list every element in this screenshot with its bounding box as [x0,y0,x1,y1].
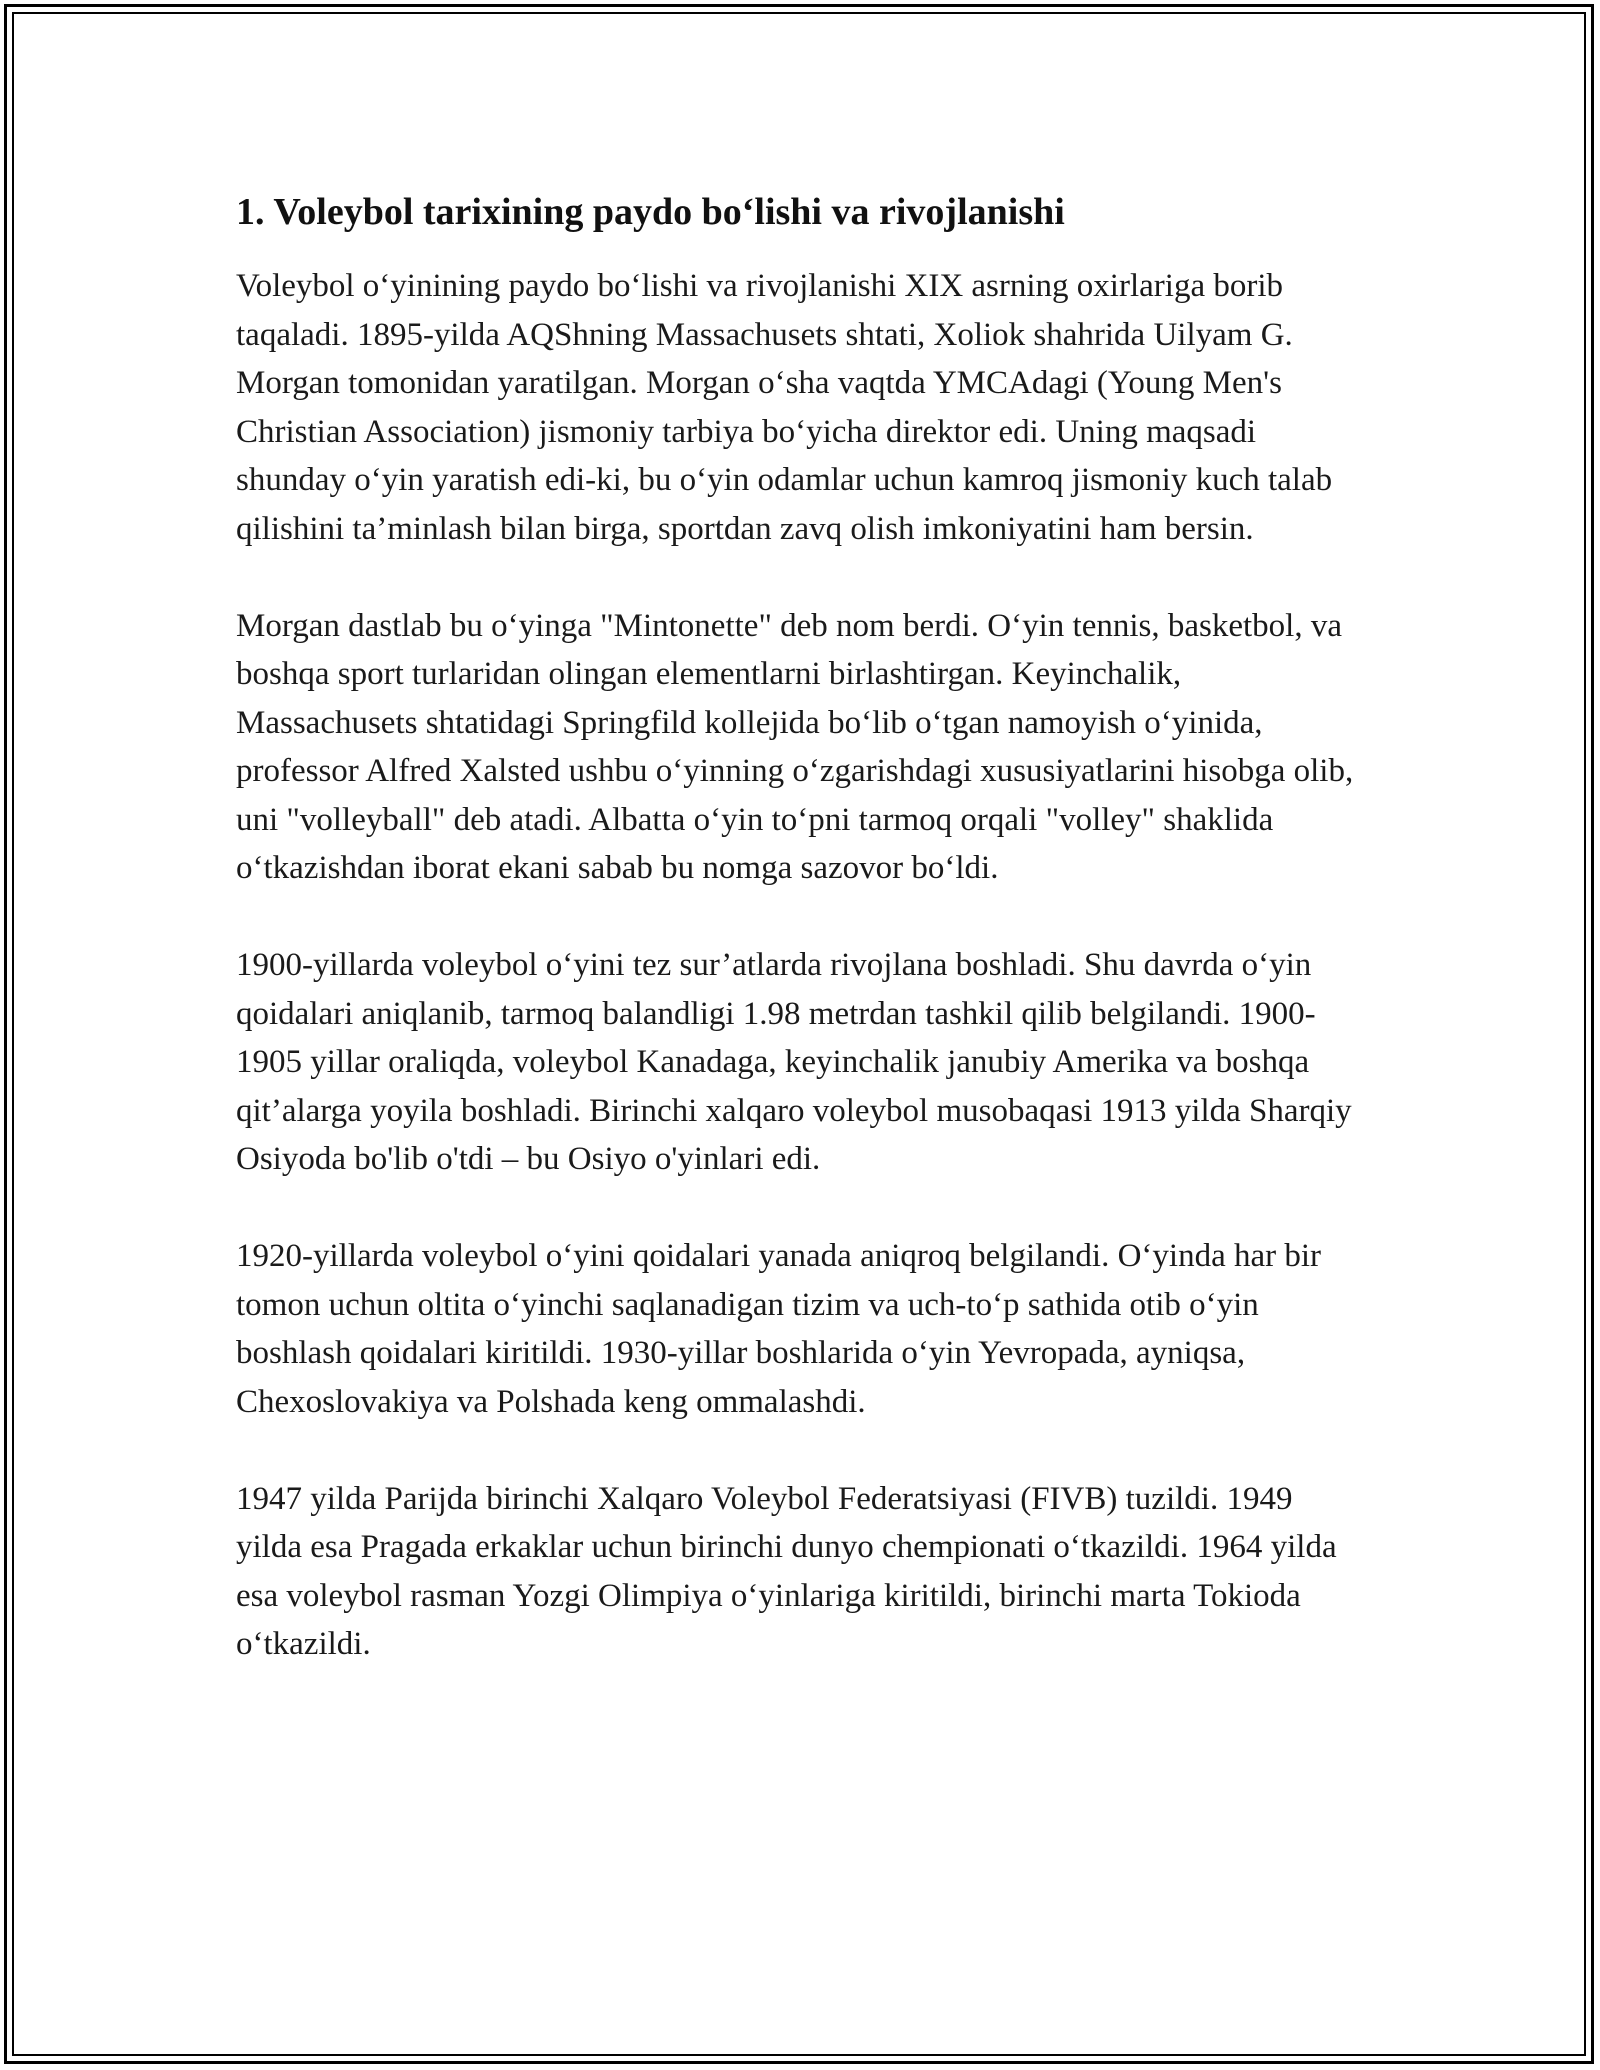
paragraph-fivb: 1947 yilda Parijda birinchi Xalqaro Voleybol Federatsiyasi (FIVB) tuzildi. 1949 yilda esa Pragada erkaklar uchun birinchi dunyo chempionati o‘tkazildi. 1964 yilda esa voleybol rasman Yozgi Olimpiya o‘yinlariga kiritildi, birinchi marta Tokioda o‘tkazildi. [236,1480,1337,1662]
paragraph-1900s: 1900-yillarda voleybol o‘yini tez sur’atlarda rivojlana boshladi. Shu davrda o‘yin qoidalari aniqlanib, tarmoq balandligi 1.98 metrdan tashkil qilib belgilandi. 1900-1905 yillar oraliqda, voleybol Kanadaga, keyinchalik janubiy Amerika va boshqa qit’alarga yoyila boshladi. Birinchi xalqaro voleybol musobaqasi 1913 yilda Sharqiy Osiyoda bo'lib o'tdi – bu Osiyo o'yinlari edi. [236,947,1352,1177]
paragraph-naming: Morgan dastlab bu o‘yinga "Mintonette" deb nom berdi. O‘yin tennis, basketbol, va boshqa sport turlaridan olingan elementlarni birlashtirgan. Keyinchalik, Massachusets shtatidagi Springfild kollejida bo‘lib o‘tgan namoyish o‘yinida, professor Alfred Xalsted ushbu o‘yinning o‘zgarishdagi xususiyatlarini hisobga olib, uni "volleyball" deb atadi. Albatta o‘yin to‘pni tarmoq orqali "volley" shaklida o‘tkazishdan iborat ekani sabab bu nomga sazovor bo‘ldi. [236,607,1354,886]
paragraph-1920s: 1920-yillarda voleybol o‘yini qoidalari yanada aniqroq belgilandi. O‘yinda har bir tomon uchun oltita o‘yinchi saqlanadigan tizim va uch-to‘p sathida otib o‘yin boshlash qoidalari kiritildi. 1930-yillar boshlarida o‘yin Yevropada, ayniqsa, Chexoslovakiya va Polshada keng ommalashdi. [236,1238,1322,1420]
document-body [236,184,1366,1717]
section-heading: 1. Voleybol tarixining paydo bo‘lishi va rivojlanishi [236,191,1065,233]
paragraph-origin: Voleybol o‘yinining paydo bo‘lishi va rivojlanishi XIX asrning oxirlariga borib taqaladi. 1895-yilda AQShning Massachusets shtati, Xoliok shahrida Uilyam G. Morgan tomonidan yaratilgan. Morgan o‘sha vaqtda YMCAdagi (Young Men's Christian Association) jismoniy tarbiya bo‘yicha direktor edi. Uning maqsadi shunday o‘yin yaratish edi-ki, bu o‘yin odamlar uchun kamroq jismoniy kuch talab qilishini ta’minlash bilan birga, sportdan zavq olish imkoniyatini ham bersin. [236,268,1333,547]
